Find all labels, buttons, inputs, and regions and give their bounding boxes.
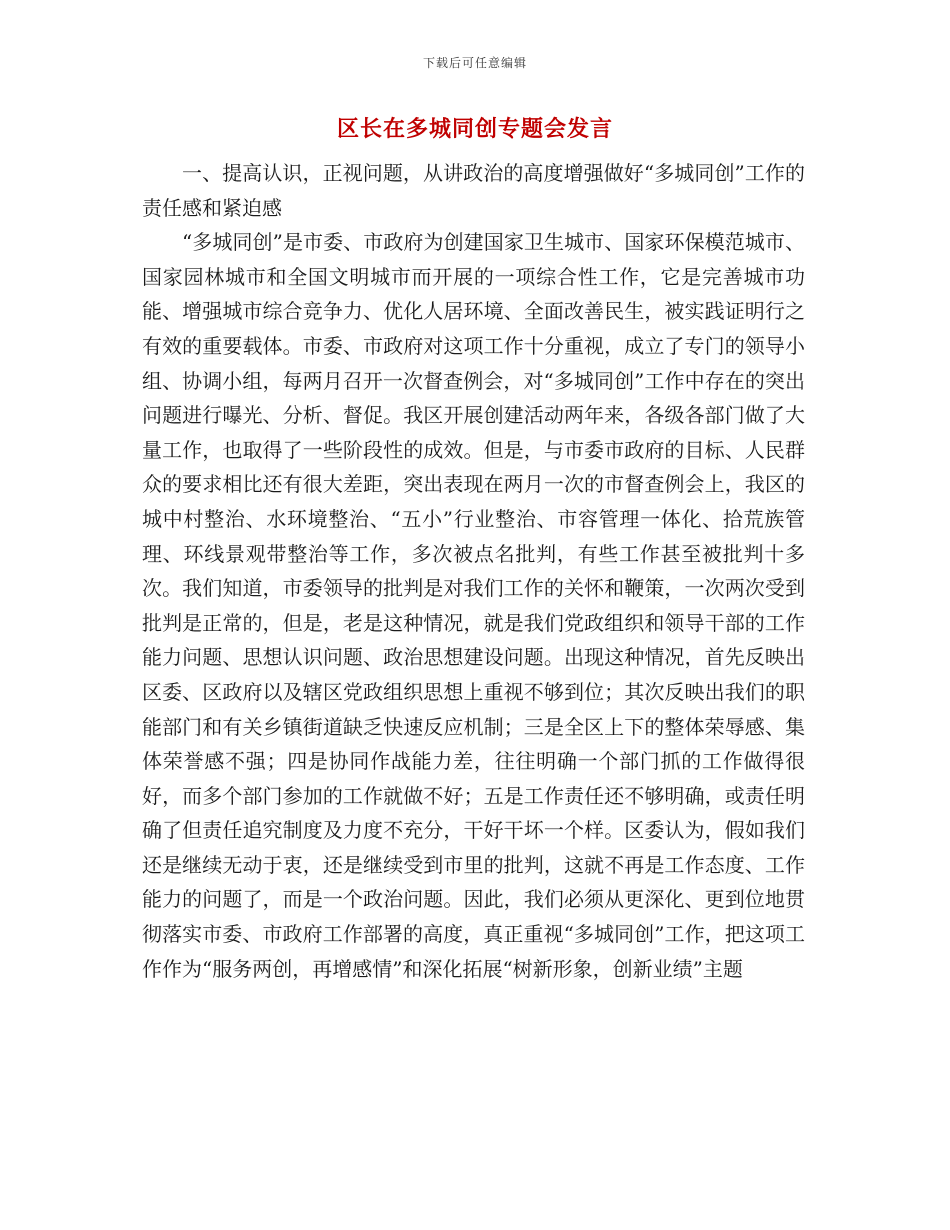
- body-paragraph: “多城同创”是市委、市政府为创建国家卫生城市、国家环保模范城市、国家园林城市和全国文明城市而开展的一项综合性工作，它是完善城市功能、增强城市综合竞争力、优化人居环境、全面改善民生，被实践证明行之有效的重要载体。市委、市政府对这项工作十分重视，成立了专门的领导小组、协调小组，每两月召开一次督查例会，对“多城同创”工作中存在的突出问题进行曝光、分析、督促。我区开展创建活动两年来，各级各部门做了大量工作，也取得了一些阶段性的成效。但是，与市委市政府的目标、人民群众的要求相比还有很大差距，突出表现在两月一次的市督查例会上，我区的城中村整治、水环境整治、“五小”行业整治、市容管理一体化、拾荒族管理、环线景观带整治等工作，多次被点名批判，有些工作甚至被批判十多次。我们知道，市委领导的批判是对我们工作的关怀和鞭策，一次两次受到批判是正常的，但是，老是这种情况，就是我们党政组织和领导干部的工作能力问题、思想认识问题、政治思想建设问题。出现这种情况，首先反映出区委、区政府以及辖区党政组织思想上重视不够到位；其次反映出我们的职能部门和有关乡镇街道缺乏快速反应机制；三是全区上下的整体荣辱感、集体荣誉感不强；四是协同作战能力差，往往明确一个部门抓的工作做得很好，而多个部门参加的工作就做不好；五是工作责任还不够明确，或责任明确了但责任追究制度及力度不充分，干好干坏一个样。区委认为，假如我们还是继续无动于衷，还是继续受到市里的批判，这就不再是工作态度、工作能力的问题了，而是一个政治问题。因此，我们必须从更深化、更到位地贯彻落实市委、市政府工作部署的高度，真正重视“多城同创”工作，把这项工作作为“服务两创，再增感情”和深化拓展“树新形象，创新业绩”主题: [142, 230, 805, 981]
- document-title: 区长在多城同创专题会发言: [336, 116, 613, 142]
- document-body: [142, 156, 805, 986]
- header-note: 下载后可任意编辑: [422, 56, 527, 70]
- section-heading: 一、提高认识，正视问题，从讲政治的高度增强做好“多城同创”工作的责任感和紧迫感: [142, 161, 805, 220]
